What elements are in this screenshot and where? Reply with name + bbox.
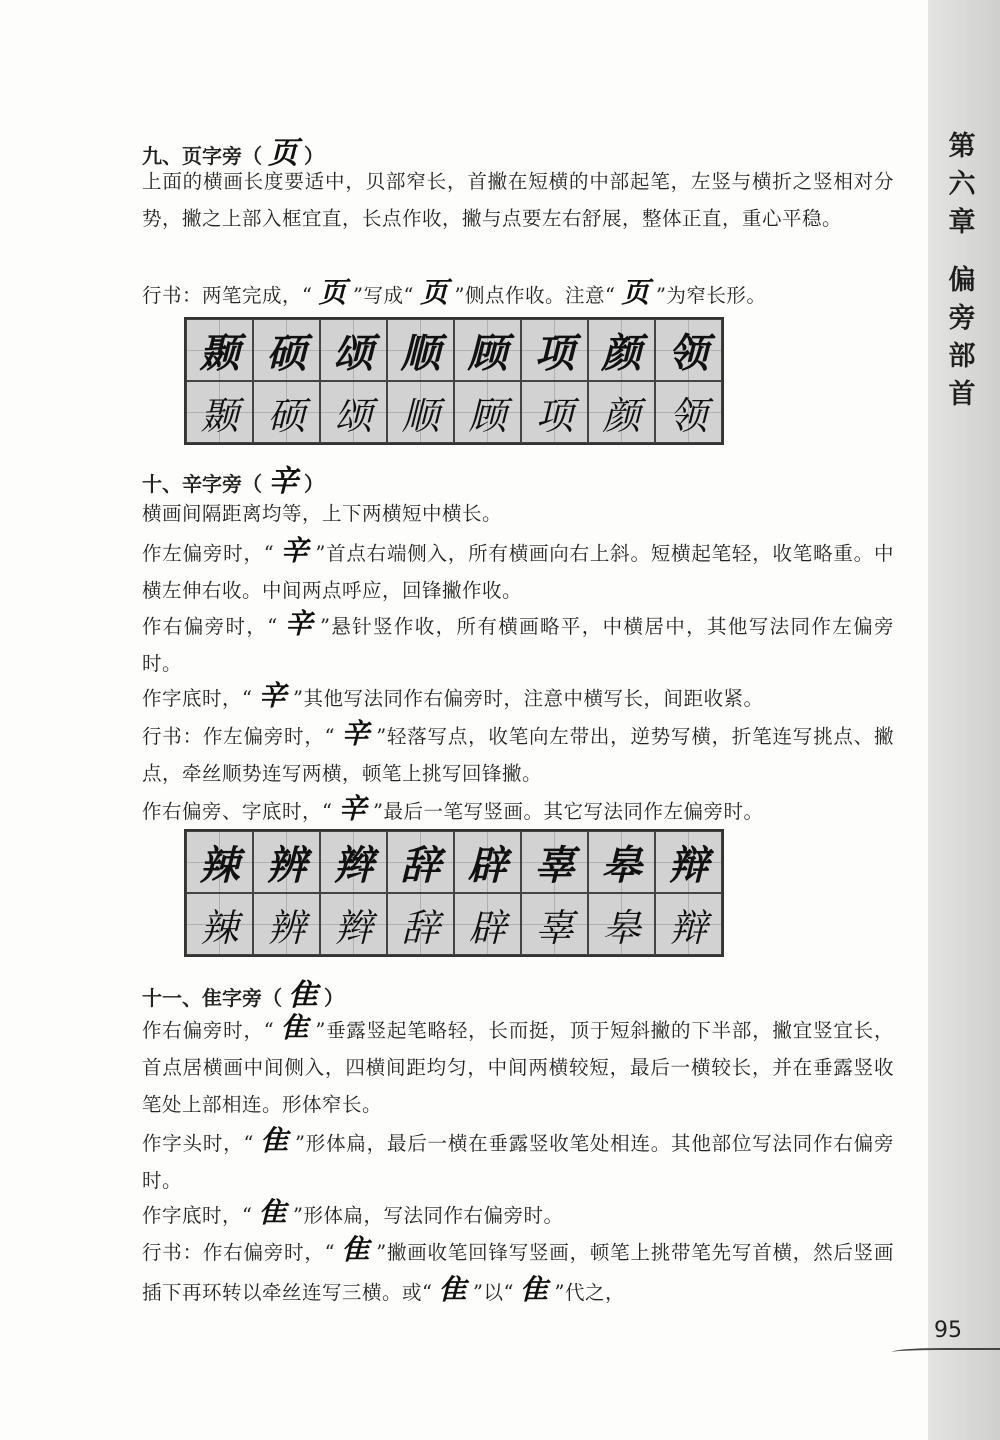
- section-heading-ye: 九、页字旁（ 页 ）: [142, 136, 324, 171]
- section-heading-zhui: 十一、隹字旁（ 隹 ）: [142, 978, 344, 1013]
- grid-cell: 辫: [320, 831, 387, 893]
- ye-description: 上面的横画长度要适中，贝部窄长，首撇在短横的中部起笔，左竖与横折之竖相对分势，撇之上部入框宜直，长点作收，撇与点要左右舒展，整体正直，重心平稳。: [142, 170, 894, 230]
- grid-cell: 辜: [521, 831, 588, 893]
- grid-cell: 顺: [387, 381, 454, 443]
- grid-cell: 辩: [655, 831, 722, 893]
- zhui-running: 行书：作右偏旁时，“ 隹 ”撇画收笔回锋写竖画，顿笔上挑带笔先写首横，然后竖画插下再环转以牵丝连写三横。或“ 隹 ”以“ 隹 ”代之，: [142, 1233, 894, 1306]
- grid-cell: 颜: [588, 381, 655, 443]
- ye-example-grid: [184, 317, 724, 445]
- grid-cell: 顺: [387, 319, 454, 381]
- grid-cell: 辨: [253, 893, 320, 955]
- grid-cell: 辟: [454, 831, 521, 893]
- page-number: 95: [934, 1318, 962, 1343]
- grid-cell: 辟: [454, 893, 521, 955]
- grid-cell: 硕: [253, 381, 320, 443]
- grid-cell: 辫: [320, 893, 387, 955]
- grid-cell: 辞: [387, 831, 454, 893]
- zhui-bottom: 作字底时，“ 隹 ”形体扁，写法同作右偏旁时。: [142, 1196, 564, 1229]
- xin-bottom: 作字底时，“ 辛 ”其他写法同作右偏旁时，注意中横写长，间距收紧。: [142, 679, 764, 712]
- grid-cell: 领: [655, 381, 722, 443]
- grid-cell: 硕: [253, 319, 320, 381]
- grid-cell: 项: [521, 381, 588, 443]
- grid-cell: 颂: [320, 319, 387, 381]
- grid-cell: 顾: [454, 319, 521, 381]
- grid-cell: 皋: [588, 893, 655, 955]
- zhui-right: 作右偏旁时，“ 隹 ”垂露竖起笔略轻，长而挺，顶于短斜撇的下半部，撇宜竖宜长，首点居横画中间侧入，四横间距均匀，中间两横较短，最后一横较长，并在垂露竖收笔处上部相连。形体窄长。: [142, 1011, 894, 1116]
- grid-cell: 顾: [454, 381, 521, 443]
- chapter-label: 第六章: [948, 131, 976, 238]
- grid-cell: 皋: [588, 831, 655, 893]
- grid-cell: 颞: [186, 381, 253, 443]
- zhui-top: 作字头时，“ 隹 ”形体扁，最后一横在垂露竖收笔处相连。其他部位写法同作右偏旁时。: [142, 1124, 894, 1192]
- grid-cell: 颂: [320, 381, 387, 443]
- page-number-rule: [892, 1348, 1000, 1356]
- grid-cell: 项: [521, 319, 588, 381]
- xin-left: 作左偏旁时，“ 辛 ”首点右端侧入，所有横画向右上斜。短横起笔轻，收笔略重。中横左伸右收。中间两点呼应，回锋撇作收。: [142, 534, 894, 602]
- grid-cell: 辜: [521, 893, 588, 955]
- chapter-side-tab: [928, 0, 1000, 1440]
- xin-running: 行书：作左偏旁时，“ 辛 ”轻落写点，收笔向左带出，逆势写横，折笔连写挑点、撇点，牵丝顺势连写两横，顿笔上挑写回锋撇。: [142, 717, 894, 785]
- xin-intro: 横画间隔距离均等，上下两横短中横长。: [142, 502, 503, 525]
- xin-right: 作右偏旁时，“ 辛 ”悬针竖作收，所有横画略平，中横居中，其他写法同作左偏旁时。: [142, 607, 894, 675]
- grid-cell: 辣: [186, 893, 253, 955]
- grid-cell: 领: [655, 319, 722, 381]
- chapter-title: [942, 128, 982, 414]
- grid-cell: 辩: [655, 893, 722, 955]
- grid-cell: 辨: [253, 831, 320, 893]
- grid-cell: 颜: [588, 319, 655, 381]
- ye-running-script: 行书：两笔完成，“ 页 ”写成“ 页 ”侧点作收。注意“ 页 ”为窄长形。: [142, 276, 767, 309]
- section-label: 偏旁部首: [948, 265, 976, 410]
- grid-cell: 辞: [387, 893, 454, 955]
- grid-cell: 颞: [186, 319, 253, 381]
- section-heading-xin: 十、辛字旁（ 辛 ）: [142, 464, 324, 499]
- xin-running-2: 作右偏旁、字底时，“ 辛 ”最后一笔写竖画。其它写法同作左偏旁时。: [142, 792, 764, 825]
- xin-example-grid: [184, 829, 724, 957]
- grid-cell: 辣: [186, 831, 253, 893]
